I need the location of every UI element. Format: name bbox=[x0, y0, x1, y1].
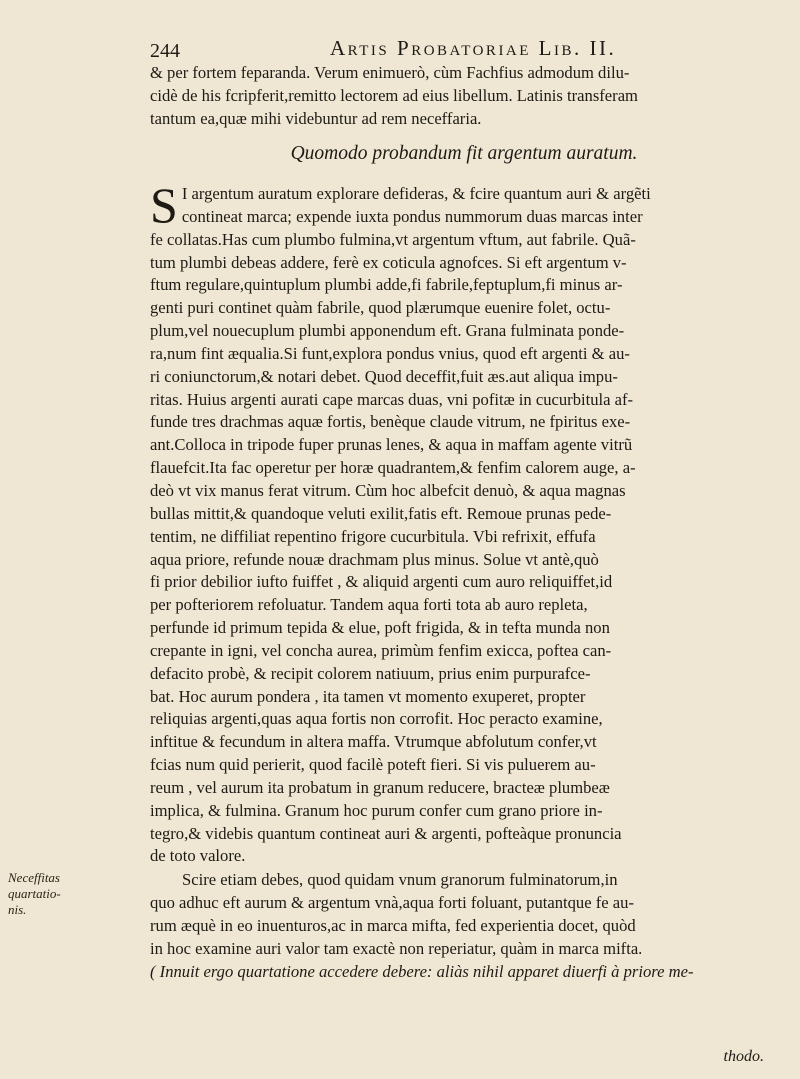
text-line: bat. Hoc aurum pondera , ita tamen vt momento exuperet, propter bbox=[150, 686, 586, 706]
text-line: cidè de his fcripferit,remitto lectorem ad eius libellum. Latinis transferam bbox=[150, 85, 638, 105]
text-line: tegro,& videbis quantum contineat auri & argenti, pofteàque pronuncia bbox=[150, 823, 622, 843]
closing-paragraph bbox=[150, 869, 778, 984]
catchword: thodo. bbox=[723, 1048, 764, 1065]
text-line: aqua priore, refunde nouæ drachmam plus minus. Solue vt antè,quò bbox=[150, 549, 599, 569]
text-line: reum , vel aurum ita probatum in granum reducere, bracteæ plumbeæ bbox=[150, 777, 610, 797]
text-line: ftum regulare,quintuplum plumbi adde,fi fabrile,feptuplum,fi minus ar- bbox=[150, 275, 623, 295]
text-line: perfunde id primum tepida & elue, poft frigida, & in tefta munda non bbox=[150, 618, 610, 638]
text-line: inftitue & fecundum in altera maffa. Vtrumque abfolutum confer,vt bbox=[150, 732, 597, 752]
drop-capital: S bbox=[150, 177, 178, 233]
text-line: I argentum auratum explorare defideras, & fcire quantum auri & argẽti bbox=[181, 184, 651, 203]
text-line: plum,vel nouecuplum plumbi apponendum eft. Grana fulminata ponde- bbox=[150, 321, 625, 341]
text-line: bullas mittit,& quandoque veluti exilit,fatis eft. Remoue prunas pede- bbox=[150, 503, 612, 523]
text-line: per pofteriorem refoluatur. Tandem aqua forti tota ab auro repleta, bbox=[150, 595, 588, 615]
text-line: deò vt vix manus ferat vitrum. Cùm hoc albefcit denuò, & aqua magnas bbox=[150, 480, 626, 500]
text-line: tum plumbi debeas addere, ferè ex coticula agnofces. Si eft argentum v- bbox=[150, 252, 627, 272]
text-line: flauefcit.Ita fac operetur per horæ quadrantem,& fenfim calorem auge, a- bbox=[150, 458, 636, 478]
text-line: ant.Colloca in tripode fuper prunas lenes, & aqua in maffam agente vitrũ bbox=[150, 435, 633, 455]
page-number: 244 bbox=[150, 40, 180, 62]
text-line: ritas. Huius argenti aurati cape marcas duas, vni pofitæ in cucurbitula af- bbox=[150, 389, 634, 409]
margin-note-line: quartatio- bbox=[8, 886, 61, 901]
text-line: Scire etiam debes, quod quidam vnum granorum fulminatorum,in bbox=[182, 870, 618, 889]
text-line: defacito probè, & recipit colorem natiuum, prius enim purpurafce- bbox=[150, 663, 591, 683]
text-line: rum æquè in eo inuenturos,ac in marca mifta, fed experientia docet, quòd bbox=[150, 915, 636, 935]
text-line: fcias num quid perierit, quod facilè poteft fieri. Si vis puluerem au- bbox=[150, 755, 596, 775]
main-paragraph bbox=[150, 177, 778, 868]
text-line: quo adhuc eft aurum & argentum vnà,aqua forti foluant, putantque fe au- bbox=[150, 892, 634, 912]
text-line: tentim, ne diffiliat repentino frigore cucurbitula. Vbi refrixit, effufa bbox=[150, 526, 596, 546]
text-line: tantum ea,quæ mihi videbuntur ad rem neceffaria. bbox=[150, 108, 482, 128]
text-line: ra,num fint æqualia.Si funt,explora pondus vnius, quod eft argenti & au- bbox=[150, 343, 630, 363]
text-line: crepante in igni, vel concha aurea, primùm fenfim exicca, poftea can- bbox=[150, 640, 612, 660]
text-line: genti puri continet quàm fabrile, quod plærumque euenire folet, octu- bbox=[150, 298, 611, 318]
text-line: reliquias argenti,quas aqua fortis non corrofit. Hoc peracto examine, bbox=[150, 709, 603, 729]
text-line: in hoc examine auri valor tam exactè non reperiatur, quàm in marca mifta. bbox=[150, 938, 643, 958]
text-line: ri coniunctorum,& notari debet. Quod deceffit,fuit æs.aut aliqua impu- bbox=[150, 366, 618, 386]
text-line: implica, & fulmina. Granum hoc purum confer cum grano priore in- bbox=[150, 800, 603, 820]
text-line: ( Innuit ergo quartatione accedere debere: aliàs nihil apparet diuerfi à priore me- bbox=[150, 961, 694, 981]
section-heading: Quomodo probandum fit argentum auratum. bbox=[290, 143, 638, 164]
text-line: & per fortem feparanda. Verum enimuerò, cùm Fachfius admodum dilu- bbox=[150, 63, 630, 82]
margin-note bbox=[8, 870, 62, 918]
text-line: funde tres drachmas aquæ fortis, benèque claude vitrum, ne fpiritus exe- bbox=[150, 412, 631, 432]
running-head: Artis Probatoriae Lib. II. bbox=[330, 36, 617, 60]
margin-note-line: nis. bbox=[8, 902, 27, 917]
text-line: fe collatas.Has cum plumbo fulmina,vt argentum vftum, aut fabrile. Quã- bbox=[150, 229, 636, 249]
margin-note-line: Neceffitas bbox=[8, 870, 60, 885]
text-line: fi prior debilior iufto fuiffet , & aliquid argenti cum auro reliquiffet,id bbox=[150, 572, 613, 592]
text-line: contineat marca; expende iuxta pondus nummorum duas marcas inter bbox=[181, 206, 643, 226]
intro-text bbox=[150, 62, 778, 131]
text-line: de toto valore. bbox=[150, 846, 246, 866]
